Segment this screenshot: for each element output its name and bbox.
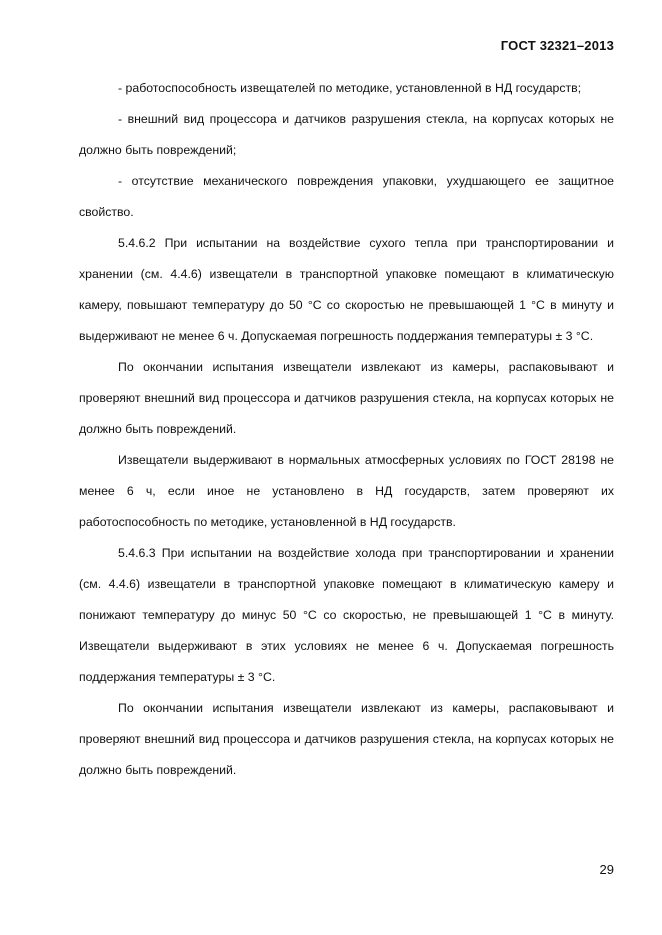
paragraph-cold-test: 5.4.6.3 При испытании на воздействие холода при транспортировании и хранении (см. 4.4.6) извещатели в транспортной упаковке помещают в климатическую камеру и понижают температуру до минус 50 °С со скоростью, не превышающей 1 °С в минуту. Извещатели выдерживают в этих условиях не менее 6 ч. Допускаемая погрешность поддержания температуры ± 3 °С. xyxy=(79,546,614,684)
paragraph-packaging: - отсутствие механического повреждения упаковки, ухудшающего ее защитное свойство. xyxy=(79,174,614,219)
paragraph-dry-heat-test: 5.4.6.2 При испытании на воздействие сухого тепла при транспортировании и хранении (см. 4.4.6) извещатели в транспортной упаковке помещают в климатическую камеру, повышают температуру до 50 °С со скоростью не превышающей 1 °С в минуту и выдерживают не менее 6 ч. Допускаемая погрешность поддержания температуры ± 3 °С. xyxy=(79,236,614,343)
document-body xyxy=(79,73,614,786)
paragraph-dry-heat-after: По окончании испытания извещатели извлекают из камеры, распаковывают и проверяют внешний вид процессора и датчиков разрушения стекла, на корпусах которых не должно быть повреждений. xyxy=(79,360,614,436)
paragraph-workability: - работоспособность извещателей по методике, установленной в НД государств; xyxy=(118,81,582,95)
paragraph-appearance: - внешний вид процессора и датчиков разрушения стекла, на корпусах которых не должно быть повреждений; xyxy=(79,112,614,157)
paragraph-normal-conditions: Извещатели выдерживают в нормальных атмосферных условиях по ГОСТ 28198 не менее 6 ч, если иное не установлено в НД государств, затем проверяют их работоспособность по методике, установленной в НД государств. xyxy=(79,453,614,529)
page-number: 29 xyxy=(599,862,614,877)
document-code-header: ГОСТ 32321–2013 xyxy=(500,38,614,53)
paragraph-cold-after: По окончании испытания извещатели извлекают из камеры, распаковывают и проверяют внешний вид процессора и датчиков разрушения стекла, на корпусах которых не должно быть повреждений. xyxy=(79,701,614,777)
